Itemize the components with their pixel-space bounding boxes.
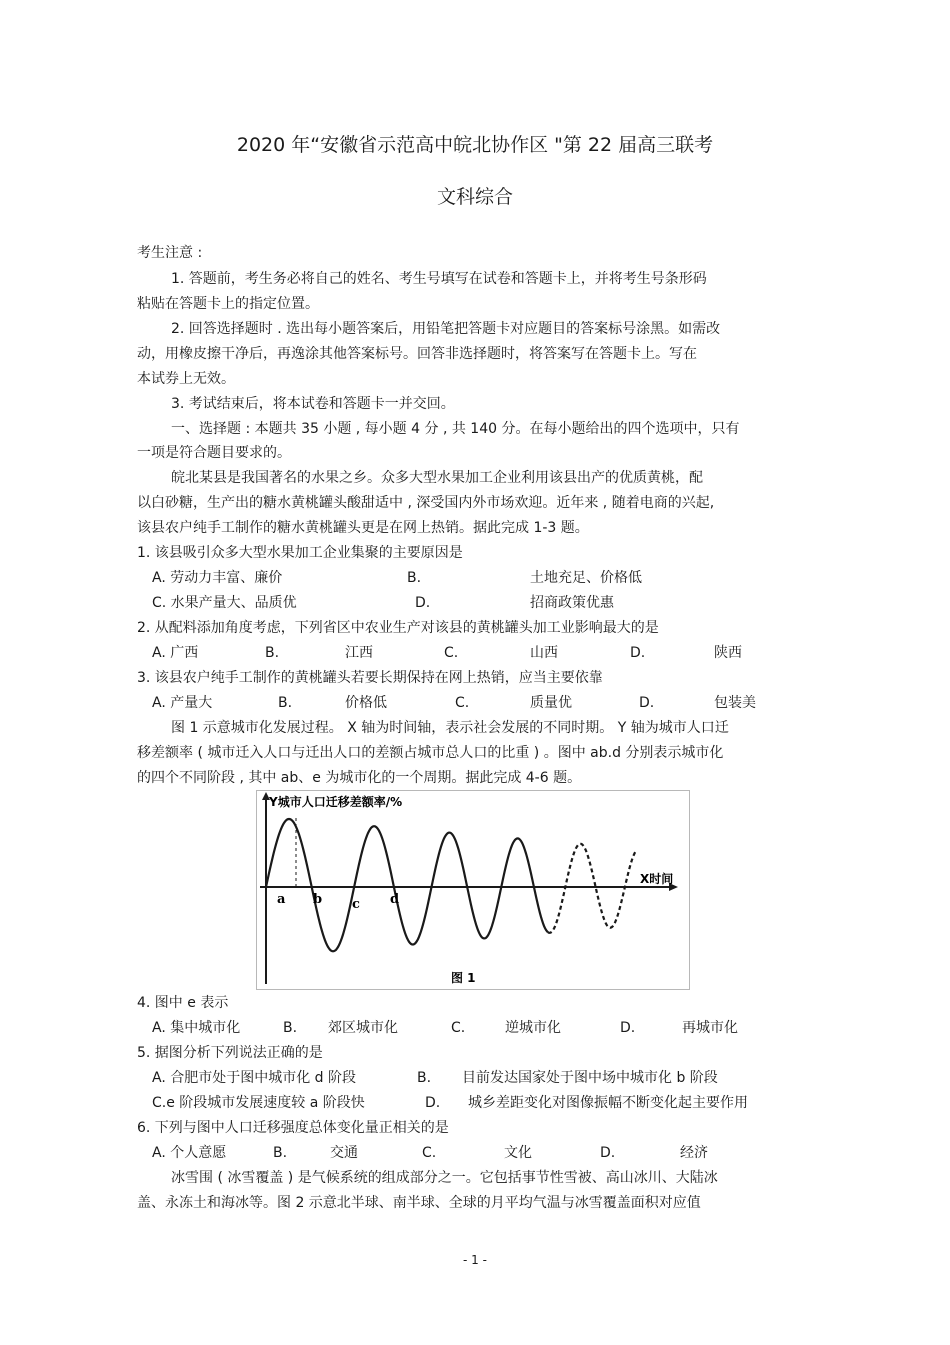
option-c-label: C. bbox=[444, 645, 459, 661]
option-d: 招商政策优惠 bbox=[530, 595, 614, 611]
point-label-c: c bbox=[352, 897, 360, 912]
notice-heading: 考生注意 : bbox=[137, 245, 203, 261]
urbanization-figure bbox=[256, 790, 690, 990]
x-axis-label: X时间 bbox=[640, 872, 674, 886]
passage-text: 该县农户纯手工制作的糖水黄桃罐头更是在网上热销。据此完成 1-3 题。 bbox=[137, 520, 589, 536]
option-d-label: D. bbox=[415, 595, 431, 611]
option-b-label: B. bbox=[283, 1020, 298, 1036]
question-stem: 3. 该县农户纯手工制作的黄桃罐头若要长期保持在网上热销，应当主要依靠 bbox=[137, 670, 603, 686]
option-d: 城乡差距变化对图像振幅不断变化起主要作用 bbox=[468, 1095, 748, 1111]
option-c-label: C. bbox=[422, 1145, 437, 1161]
option-c: C. 水果产量大、品质优 bbox=[152, 595, 297, 611]
notice-line: 1. 答题前，考生务必将自己的姓名、考生号填写在试卷和答题卡上，并将考生号条形码 bbox=[171, 271, 707, 287]
figure-svg bbox=[256, 790, 690, 990]
figure-caption: 图 1 bbox=[451, 971, 476, 985]
passage-text: 图 1 示意城市化发展过程。 X 轴为时间轴，表示社会发展的不同时期。 Y 轴为城市人口迁 bbox=[171, 720, 729, 736]
option-c: C.e 阶段城市发展速度较 a 阶段快 bbox=[152, 1095, 365, 1111]
question-stem: 2. 从配料添加角度考虑，下列省区中农业生产对该县的黄桃罐头加工业影响最大的是 bbox=[137, 620, 659, 636]
option-b: 江西 bbox=[345, 645, 373, 661]
passage-text: 移差额率 ( 城市迁入人口与迁出人口的差额占城市总人口的比重 ) 。图中 ab.d 分别表示城市化 bbox=[137, 745, 724, 761]
notice-line: 本试券上无效。 bbox=[137, 371, 235, 387]
exam-title: 2020 年“安徽省示范高中皖北协作区 "第 22 届高三联考 bbox=[236, 134, 714, 156]
option-c: 质量优 bbox=[530, 695, 572, 711]
page-number: - 1 - bbox=[463, 1253, 487, 1267]
exam-subtitle: 文科综合 bbox=[436, 186, 513, 208]
option-d-label: D. bbox=[630, 645, 646, 661]
option-b-label: B. bbox=[407, 570, 422, 586]
option-d-label: D. bbox=[600, 1145, 616, 1161]
option-b: 土地充足、价格低 bbox=[530, 570, 642, 586]
question-stem: 5. 据图分析下列说法正确的是 bbox=[137, 1045, 323, 1061]
option-c: 逆城市化 bbox=[505, 1020, 561, 1036]
question-stem: 4. 图中 e 表示 bbox=[137, 995, 229, 1011]
passage-text: 盖、永冻土和海冰等。图 2 示意北半球、南半球、全球的月平均气温与冰雪覆盖面积对应值 bbox=[137, 1195, 701, 1211]
option-a: A. 合肥市处于图中城市化 d 阶段 bbox=[152, 1070, 357, 1086]
option-d: 经济 bbox=[680, 1145, 708, 1161]
question-stem: 6. 下列与图中人口迁移强度总体变化量正相关的是 bbox=[137, 1120, 449, 1136]
option-b: 郊区城市化 bbox=[328, 1020, 398, 1036]
passage-text: 的四个不同阶段 , 其中 ab、e 为城市化的一个周期。据此完成 4-6 题。 bbox=[137, 770, 582, 786]
notice-line: 动，用橡皮擦干净后，再逸涂其他答案标号。回答非选择题时，将答案写在答题卡上。写在 bbox=[137, 346, 697, 362]
point-label-d: d bbox=[390, 892, 400, 907]
question-stem: 1. 该县吸引众多大型水果加工企业集聚的主要原因是 bbox=[137, 545, 463, 561]
notice-line: 2. 回答选择题时 . 选出每小题答案后，用铅笔把答题卡对应题目的答案标号涂黑。如需改 bbox=[171, 321, 721, 337]
option-d-label: D. bbox=[425, 1095, 441, 1111]
option-b: 交通 bbox=[330, 1145, 358, 1161]
option-d-label: D. bbox=[639, 695, 655, 711]
option-c: 文化 bbox=[504, 1145, 532, 1161]
option-d: 再城市化 bbox=[682, 1020, 738, 1036]
point-label-b: b bbox=[313, 892, 323, 907]
option-a: A. 集中城市化 bbox=[152, 1020, 241, 1036]
section-instructions: 一、选择题 : 本题共 35 小题 , 每小题 4 分 , 共 140 分。在每小题给出的四个选项中，只有 bbox=[171, 421, 740, 437]
option-b-label: B. bbox=[278, 695, 293, 711]
notice-line: 粘贴在答题卡上的指定位置。 bbox=[137, 296, 319, 312]
option-b: 价格低 bbox=[345, 695, 387, 711]
point-label-a: a bbox=[277, 892, 286, 907]
option-c-label: C. bbox=[451, 1020, 466, 1036]
option-a: A. 个人意愿 bbox=[152, 1145, 227, 1161]
option-c-label: C. bbox=[455, 695, 470, 711]
urbanization-curve-projected bbox=[548, 844, 636, 933]
option-a: A. 产量大 bbox=[152, 695, 213, 711]
passage-text: 以白砂糖，生产出的糖水黄桃罐头酸甜适中 , 深受国内外市场欢迎。近年来 , 随着电商的兴起, bbox=[137, 495, 715, 511]
option-d: 包装美 bbox=[714, 695, 756, 711]
passage-text: 冰雪围 ( 冰雪覆盖 ) 是气候系统的组成部分之一。它包括事节性雪被、高山冰川、大陆冰 bbox=[171, 1170, 718, 1186]
option-a: A. 劳动力丰富、廉价 bbox=[152, 570, 283, 586]
option-d: 陕西 bbox=[714, 645, 742, 661]
figure-border bbox=[257, 791, 690, 990]
option-b-label: B. bbox=[417, 1070, 432, 1086]
section-instructions: 一项是符合题目要求的。 bbox=[137, 445, 291, 461]
notice-line: 3. 考试结束后，将本试卷和答题卡一并交回。 bbox=[171, 396, 455, 412]
y-axis-label: Y城市人口迁移差额率/% bbox=[269, 795, 403, 809]
urbanization-curve bbox=[266, 819, 548, 951]
option-b-label: B. bbox=[265, 645, 280, 661]
option-d-label: D. bbox=[620, 1020, 636, 1036]
option-c: 山西 bbox=[530, 645, 558, 661]
option-a: A. 广西 bbox=[152, 645, 199, 661]
option-b-label: B. bbox=[273, 1145, 288, 1161]
passage-text: 皖北某县是我国著名的水果之乡。众多大型水果加工企业利用该县出产的优质黄桃，配 bbox=[171, 470, 703, 486]
option-b: 目前发达国家处于图中场中城市化 b 阶段 bbox=[462, 1070, 718, 1086]
